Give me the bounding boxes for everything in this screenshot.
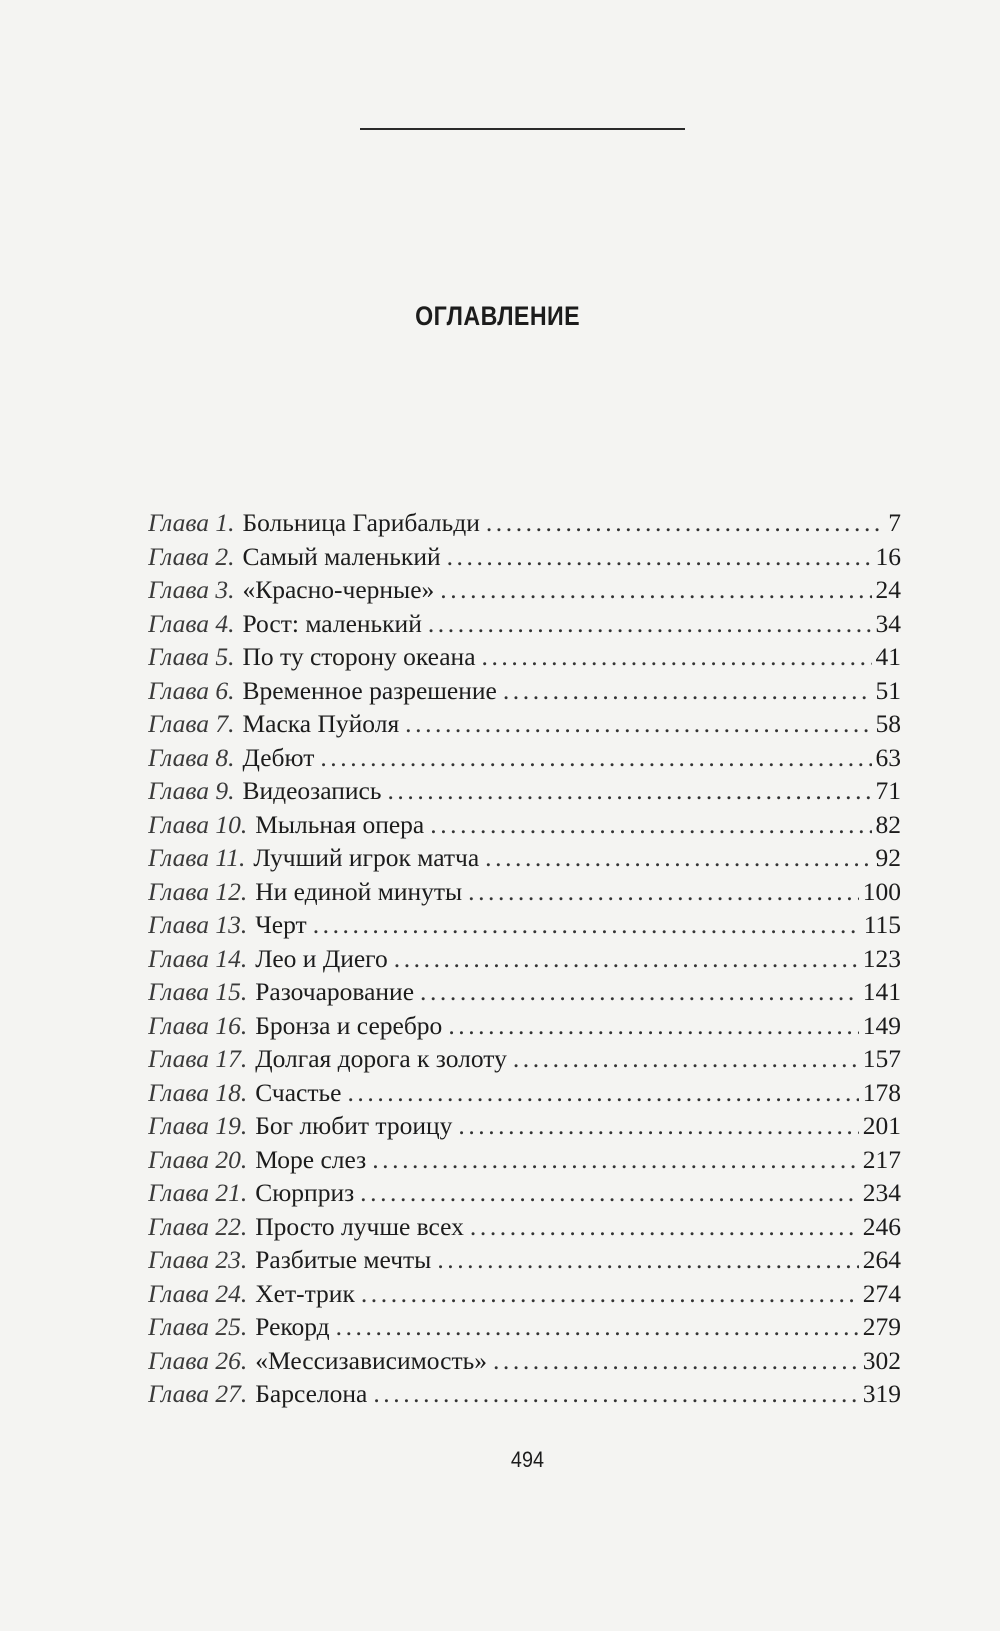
- chapter-prefix: Глава 15.: [148, 977, 248, 1006]
- toc-entry: [148, 540, 901, 574]
- chapter-prefix: Глава 26.: [148, 1345, 248, 1375]
- chapter-page-number: 16: [875, 541, 901, 571]
- dot-leader: [468, 875, 859, 909]
- dot-leader: [448, 1009, 858, 1043]
- chapter-page-number: 123: [862, 943, 901, 973]
- chapter-prefix: Глава 2.: [148, 541, 235, 571]
- chapter-prefix: Глава 10.: [148, 809, 248, 839]
- chapter-title: Долгая дорога к золоту: [255, 1044, 507, 1073]
- toc-entry: [148, 975, 901, 1009]
- toc-entry: [148, 1042, 901, 1076]
- dot-leader: [470, 1210, 859, 1244]
- dot-leader: [428, 607, 872, 641]
- chapter-title: Маска Пуйоля: [242, 709, 400, 738]
- chapter-page-number: 201: [862, 1111, 901, 1140]
- toc-entry: [148, 741, 901, 775]
- chapter-title: Барселона: [255, 1379, 368, 1408]
- toc-entry: [148, 1377, 901, 1411]
- chapter-title: Разбитые мечты: [255, 1245, 432, 1274]
- chapter-prefix: Глава 17.: [148, 1044, 248, 1073]
- dot-leader: [347, 1076, 858, 1110]
- chapter-prefix: Глава 13.: [148, 910, 248, 939]
- chapter-title: Мыльная опера: [255, 809, 425, 839]
- chapter-page-number: 82: [875, 809, 901, 839]
- chapter-prefix: Глава 9.: [148, 776, 235, 805]
- dot-leader: [482, 640, 872, 674]
- chapter-prefix: Глава 25.: [148, 1312, 248, 1341]
- toc-entry: [148, 1176, 901, 1210]
- chapter-prefix: Глава 11.: [148, 843, 246, 872]
- chapter-prefix: Глава 14.: [148, 943, 248, 973]
- toc-entry: [148, 1009, 901, 1043]
- dot-leader: [372, 1143, 859, 1177]
- chapter-title: Море слез: [255, 1144, 367, 1174]
- page-number: 494: [510, 1447, 544, 1472]
- dot-leader: [313, 908, 860, 942]
- dot-leader: [493, 1344, 859, 1378]
- dot-leader: [387, 774, 871, 808]
- toc-entry: [148, 1210, 901, 1244]
- chapter-page-number: 149: [862, 1010, 901, 1040]
- chapter-prefix: Глава 27.: [148, 1379, 248, 1408]
- chapter-title: Дебют: [242, 742, 315, 772]
- chapter-page-number: 279: [862, 1312, 901, 1341]
- toc-entry: [148, 1310, 901, 1344]
- toc-entry: [148, 640, 901, 674]
- chapter-title: Просто лучше всех: [255, 1211, 464, 1241]
- toc-entry: [148, 1277, 901, 1311]
- chapter-prefix: Глава 12.: [148, 876, 248, 906]
- chapter-prefix: Глава 21.: [148, 1178, 248, 1207]
- chapter-page-number: 115: [863, 910, 901, 939]
- chapter-page-number: 51: [875, 675, 901, 705]
- table-of-contents: [148, 506, 901, 1411]
- chapter-page-number: 274: [862, 1278, 901, 1308]
- dot-leader: [420, 975, 859, 1009]
- chapter-page-number: 71: [875, 776, 901, 805]
- chapter-prefix: Глава 20.: [148, 1144, 248, 1174]
- chapter-title: Ни единой минуты: [255, 876, 463, 906]
- dot-leader: [336, 1310, 859, 1344]
- dot-leader: [447, 540, 872, 574]
- chapter-page-number: 58: [875, 709, 901, 738]
- page-number-footer: [53, 1447, 953, 1473]
- toc-entry: [148, 607, 901, 641]
- chapter-prefix: Глава 18.: [148, 1077, 248, 1107]
- chapter-page-number: 100: [862, 876, 901, 906]
- toc-entry: [148, 774, 901, 808]
- chapter-prefix: Глава 16.: [148, 1010, 248, 1040]
- toc-entry: [148, 841, 901, 875]
- top-rule: [360, 128, 685, 130]
- toc-entry: [148, 1076, 901, 1110]
- toc-entry: [148, 1143, 901, 1177]
- dot-leader: [485, 841, 871, 875]
- chapter-title: Рекорд: [255, 1312, 330, 1341]
- dot-leader: [430, 808, 871, 842]
- chapter-page-number: 234: [862, 1178, 901, 1207]
- dot-leader: [394, 942, 859, 976]
- chapter-title: Временное разрешение: [242, 675, 497, 705]
- page-title: ОГЛАВЛЕНИЕ: [415, 301, 581, 332]
- dot-leader: [373, 1377, 858, 1411]
- dot-leader: [513, 1042, 859, 1076]
- chapter-prefix: Глава 8.: [148, 742, 235, 772]
- chapter-prefix: Глава 23.: [148, 1245, 248, 1274]
- chapter-title: Разочарование: [255, 977, 415, 1006]
- toc-entry: [148, 908, 901, 942]
- chapter-page-number: 24: [875, 575, 901, 604]
- toc-entry: [148, 573, 901, 607]
- chapter-prefix: Глава 6.: [148, 675, 235, 705]
- chapter-title: «Красно-черные»: [242, 575, 435, 604]
- chapter-title: Лучший игрок матча: [253, 843, 480, 872]
- chapter-title: Лео и Диего: [255, 943, 388, 973]
- dot-leader: [320, 741, 871, 775]
- toc-entry: [148, 808, 901, 842]
- chapter-prefix: Глава 3.: [148, 575, 235, 604]
- dot-leader: [503, 674, 872, 708]
- chapter-page-number: 319: [862, 1379, 901, 1408]
- dot-leader: [458, 1109, 858, 1143]
- toc-entry: [148, 1109, 901, 1143]
- chapter-page-number: 7: [888, 508, 901, 537]
- chapter-title: Счастье: [255, 1077, 342, 1107]
- chapter-page-number: 63: [875, 742, 901, 772]
- dot-leader: [486, 506, 884, 540]
- toc-entry: [148, 1344, 901, 1378]
- toc-entry: [148, 674, 901, 708]
- chapter-title: Бронза и серебро: [255, 1010, 443, 1040]
- chapter-page-number: 178: [862, 1077, 901, 1107]
- dot-leader: [440, 573, 871, 607]
- chapter-prefix: Глава 1.: [148, 508, 235, 537]
- chapter-title: По ту сторону океана: [242, 642, 476, 671]
- chapter-prefix: Глава 7.: [148, 709, 235, 738]
- chapter-prefix: Глава 24.: [148, 1278, 248, 1308]
- chapter-title: Сюрприз: [255, 1178, 355, 1207]
- chapter-title: Бог любит троицу: [255, 1111, 453, 1140]
- chapter-title: «Мессизависимость»: [255, 1345, 487, 1375]
- chapter-page-number: 41: [875, 642, 901, 671]
- chapter-title: Черт: [255, 910, 307, 939]
- chapter-page-number: 246: [862, 1211, 901, 1241]
- toc-entry: [148, 875, 901, 909]
- chapter-page-number: 157: [862, 1044, 901, 1073]
- chapter-prefix: Глава 5.: [148, 642, 235, 671]
- toc-entry: [148, 942, 901, 976]
- dot-leader: [361, 1277, 859, 1311]
- chapter-page-number: 34: [875, 608, 901, 638]
- chapter-title: Больница Гарибальди: [242, 508, 480, 537]
- chapter-title: Самый маленький: [242, 541, 441, 571]
- chapter-page-number: 302: [862, 1345, 901, 1375]
- toc-entry: [148, 707, 901, 741]
- dot-leader: [360, 1176, 859, 1210]
- dot-leader: [437, 1243, 858, 1277]
- toc-entry: [148, 1243, 901, 1277]
- chapter-title: Рост: маленький: [242, 608, 422, 638]
- chapter-prefix: Глава 22.: [148, 1211, 248, 1241]
- chapter-page-number: 217: [862, 1144, 901, 1174]
- toc-entry: [148, 506, 901, 540]
- chapter-title: Хет-трик: [255, 1278, 355, 1308]
- chapter-prefix: Глава 19.: [148, 1111, 248, 1140]
- chapter-page-number: 141: [862, 977, 901, 1006]
- chapter-prefix: Глава 4.: [148, 608, 235, 638]
- chapter-title: Видеозапись: [242, 776, 382, 805]
- chapter-page-number: 264: [862, 1245, 901, 1274]
- chapter-page-number: 92: [875, 843, 901, 872]
- dot-leader: [405, 707, 871, 741]
